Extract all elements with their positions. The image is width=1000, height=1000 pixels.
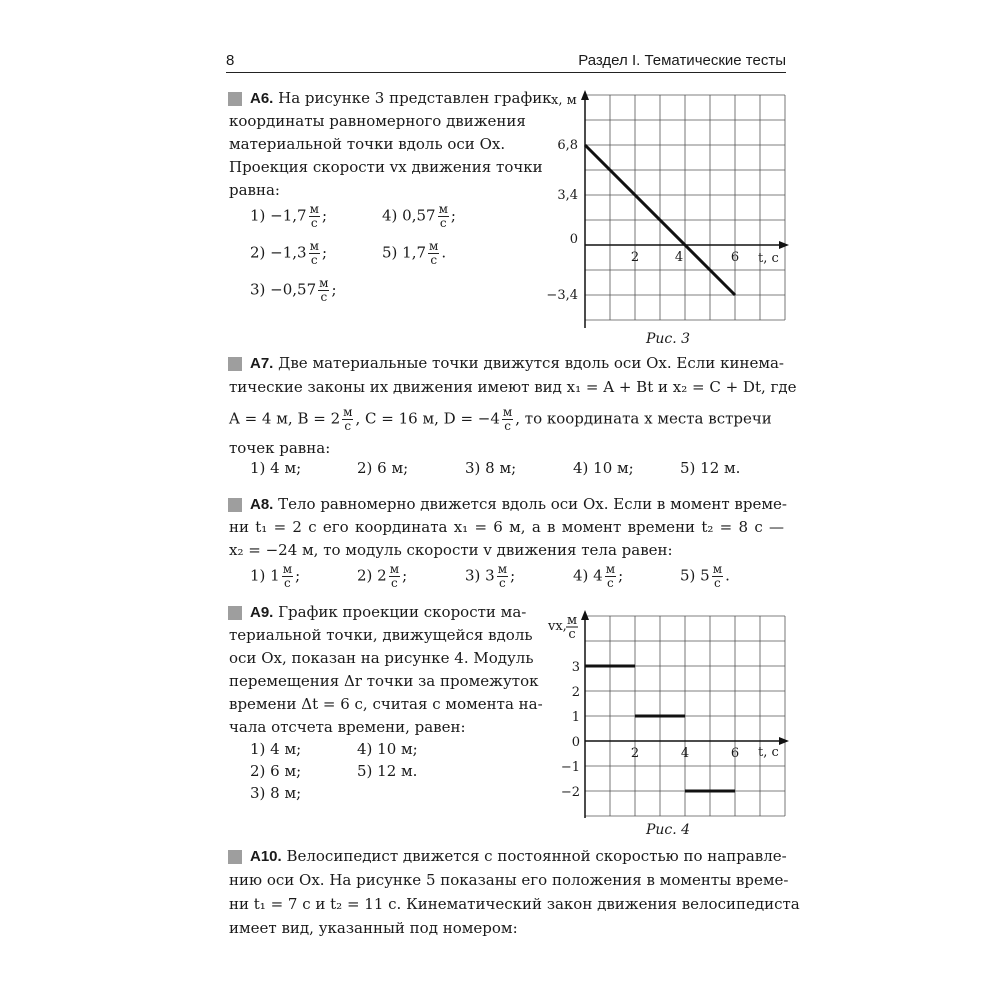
option-3[interactable]: 3) −0,57 м с ; — [250, 276, 337, 304]
x-axis-arrow — [779, 737, 789, 745]
option-2[interactable]: 2) 6 м; — [357, 459, 409, 477]
task-marker — [228, 606, 242, 620]
figure-3-caption: Рис. 3 — [646, 331, 691, 347]
x-tick-label: 6 — [730, 746, 740, 761]
y-tick-label: 2 — [571, 685, 580, 700]
figure-4-caption: Рис. 4 — [646, 822, 691, 838]
task-a9-line-6: чала отсчета времени, равен: — [229, 718, 466, 736]
task-a9-line-5: времени Δt = 6 с, считая с момента на- — [229, 695, 543, 713]
y-tick-label: −3,4 — [546, 288, 578, 303]
task-label: A6. — [250, 90, 274, 107]
task-a6-line-3: материальной точки вдоль оси Ox. — [229, 135, 506, 153]
x-tick-label: 6 — [730, 250, 740, 265]
option-3[interactable]: 3) 8 м; — [250, 784, 302, 802]
x-tick-label: 2 — [630, 250, 640, 265]
option-2[interactable]: 2) 6 м; — [250, 762, 302, 780]
y-tick-label: 6,8 — [557, 138, 578, 153]
y-axis-arrow — [581, 610, 589, 620]
task-a8-line-2: ни t₁ = 2 с его координата x₁ = 6 м, а в момент времени t₂ = 8 с — — [229, 518, 784, 536]
option-2[interactable]: 2) −1,3 м с ; — [250, 239, 327, 267]
y-tick-label: 0 — [571, 735, 580, 750]
x-axis-label: t, с — [758, 745, 779, 760]
task-a9-line-2: териальной точки, движущейся вдоль — [229, 626, 533, 644]
option-4[interactable]: 4) 10 м; — [573, 459, 634, 477]
y-tick-label: 0 — [569, 232, 578, 247]
y-tick-label: 3 — [571, 660, 580, 675]
figure-3-chart — [540, 88, 790, 338]
task-a9-line-3: оси Ox, показан на рисунке 4. Модуль — [229, 649, 534, 667]
figure-4-chart — [540, 608, 790, 828]
x-axis-arrow — [779, 241, 789, 249]
y-axis-unit-den: с — [568, 627, 576, 642]
y-axis-label: x, м — [551, 93, 577, 108]
option-5[interactable]: 5) 12 м. — [357, 762, 418, 780]
task-a7-line-1: A7. Две материальные точки движутся вдоль оси Ox. Если кинема- — [250, 354, 784, 372]
option-4[interactable]: 4) 4 м с ; — [573, 562, 624, 590]
y-tick-label: 1 — [571, 710, 580, 725]
x-tick-label: 4 — [674, 250, 684, 265]
option-3[interactable]: 3) 8 м; — [465, 459, 517, 477]
option-1[interactable]: 1) 1 м с ; — [250, 562, 301, 590]
task-a9-line-4: перемещения Δr точки за промежуток — [229, 672, 539, 690]
task-a7-line-2: тические законы их движения имеют вид x₁ = A + Bt и x₂ = C + Dt, где — [229, 378, 797, 396]
task-marker — [228, 357, 242, 371]
task-a10-line-4: имеет вид, указанный под номером: — [229, 919, 518, 937]
option-1[interactable]: 1) 4 м; — [250, 459, 302, 477]
option-1[interactable]: 1) 4 м; — [250, 740, 302, 758]
y-tick-label: −2 — [560, 785, 580, 800]
y-tick-label: 3,4 — [557, 188, 578, 203]
option-1[interactable]: 1) −1,7 м с ; — [250, 202, 327, 230]
x-tick-label: 2 — [630, 746, 640, 761]
option-2[interactable]: 2) 2 м с ; — [357, 562, 408, 590]
task-marker — [228, 850, 242, 864]
task-a6-line-1: A6. На рисунке 3 представлен график — [250, 89, 552, 107]
task-a7-line-4: точек равна: — [229, 439, 331, 457]
option-5[interactable]: 5) 5 м с . — [680, 562, 730, 590]
task-a9-line-1: A9. График проекции скорости ма- — [250, 603, 527, 621]
task-a6-line-4: Проекция скорости vx движения точки — [229, 158, 543, 176]
task-a7-line-3: A = 4 м, B = 2 м с , C = 16 м, D = −4 м с , то координата x места встречи — [229, 405, 772, 433]
x-tick-label: 4 — [680, 746, 690, 761]
x-axis-label: t, с — [758, 251, 779, 266]
page-number: 8 — [226, 52, 235, 69]
task-a10-line-1: A10. Велосипедист движется с постоянной скоростью по направле- — [250, 847, 787, 865]
y-tick-label: −1 — [560, 760, 580, 775]
task-a6-line-5: равна: — [229, 181, 280, 199]
option-4[interactable]: 4) 10 м; — [357, 740, 418, 758]
option-3[interactable]: 3) 3 м с ; — [465, 562, 516, 590]
task-marker — [228, 92, 242, 106]
option-5[interactable]: 5) 1,7 м с . — [382, 239, 447, 267]
y-axis-unit-num: м — [566, 613, 578, 628]
task-marker — [228, 498, 242, 512]
y-axis-label: vx, — [548, 619, 567, 634]
task-a8-line-3: x₂ = −24 м, то модуль скорости v движения тела равен: — [229, 541, 673, 559]
option-4[interactable]: 4) 0,57 м с ; — [382, 202, 456, 230]
task-a10-line-3: ни t₁ = 7 с и t₂ = 11 с. Кинематический закон движения велосипедиста — [229, 895, 800, 913]
task-a6-line-2: координаты равномерного движения — [229, 112, 526, 130]
option-5[interactable]: 5) 12 м. — [680, 459, 741, 477]
task-a8-line-1: A8. Тело равномерно движется вдоль оси Ox. Если в момент време- — [250, 495, 787, 513]
task-a10-line-2: нию оси Ox. На рисунке 5 показаны его положения в моменты време- — [229, 871, 789, 889]
section-title: Раздел I. Тематические тесты — [578, 52, 786, 69]
header-rule — [226, 72, 786, 73]
